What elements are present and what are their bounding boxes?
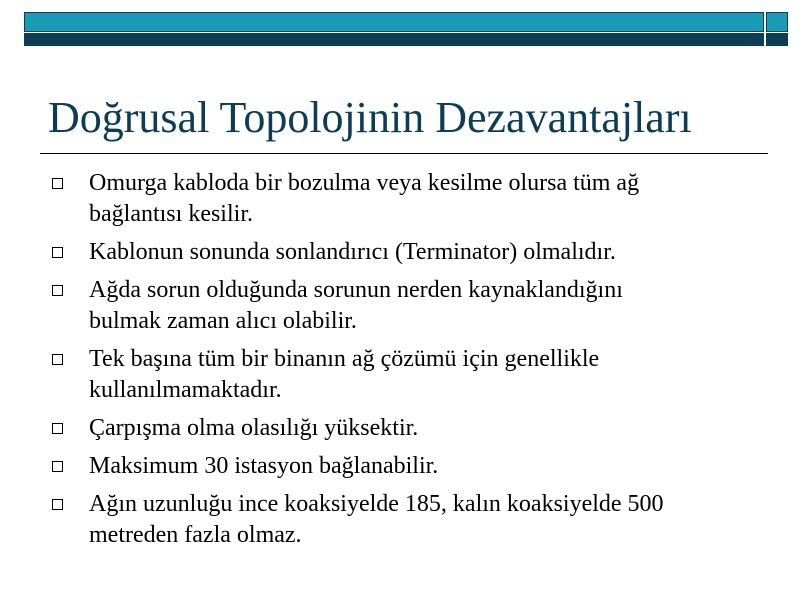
square-bullet-icon — [52, 178, 63, 189]
bullet-item — [48, 489, 768, 551]
bullet-item — [48, 451, 768, 482]
bullet-text: Ağın uzunluğu ince koaksiyelde 185, kalın koaksiyelde 500 — [89, 491, 664, 517]
square-bullet-icon — [52, 247, 63, 258]
bullet-item — [48, 237, 768, 268]
bullet-item — [48, 275, 768, 337]
bullet-text: Maksimum 30 istasyon bağlanabilir. — [89, 453, 439, 479]
slide-title: Doğrusal Topolojinin Dezavantajları — [48, 93, 692, 142]
bullet-text-continued: bağlantısı kesilir. — [89, 201, 253, 227]
square-bullet-icon — [52, 285, 63, 296]
bullet-text: Omurga kabloda bir bozulma veya kesilme olursa tüm ağ — [89, 170, 640, 196]
header-bar-top — [24, 12, 764, 32]
bullet-text: Tek başına tüm bir binanın ağ çözümü için genellikle — [89, 346, 600, 372]
square-bullet-icon — [52, 354, 63, 365]
bullet-text: Çarpışma olma olasılığı yüksektir. — [89, 415, 419, 441]
bullet-text-continued: metreden fazla olmaz. — [89, 522, 302, 548]
title-divider — [40, 153, 768, 154]
square-bullet-icon — [52, 461, 63, 472]
header-bar-bottom — [24, 33, 764, 46]
bullet-item — [48, 413, 768, 444]
bullet-text: Ağda sorun olduğunda sorunun nerden kaynaklandığını — [89, 277, 623, 303]
bullet-text: Kablonun sonunda sonlandırıcı (Terminator) olmalıdır. — [89, 239, 616, 265]
square-bullet-icon — [52, 423, 63, 434]
bullet-item — [48, 344, 768, 406]
bullet-item — [48, 168, 768, 230]
header-square-top — [766, 12, 788, 32]
header-square-bottom — [766, 33, 788, 46]
bullet-text-continued: kullanılmamaktadır. — [89, 377, 282, 403]
bullet-list — [48, 168, 768, 558]
square-bullet-icon — [52, 499, 63, 510]
bullet-text-continued: bulmak zaman alıcı olabilir. — [89, 308, 357, 334]
